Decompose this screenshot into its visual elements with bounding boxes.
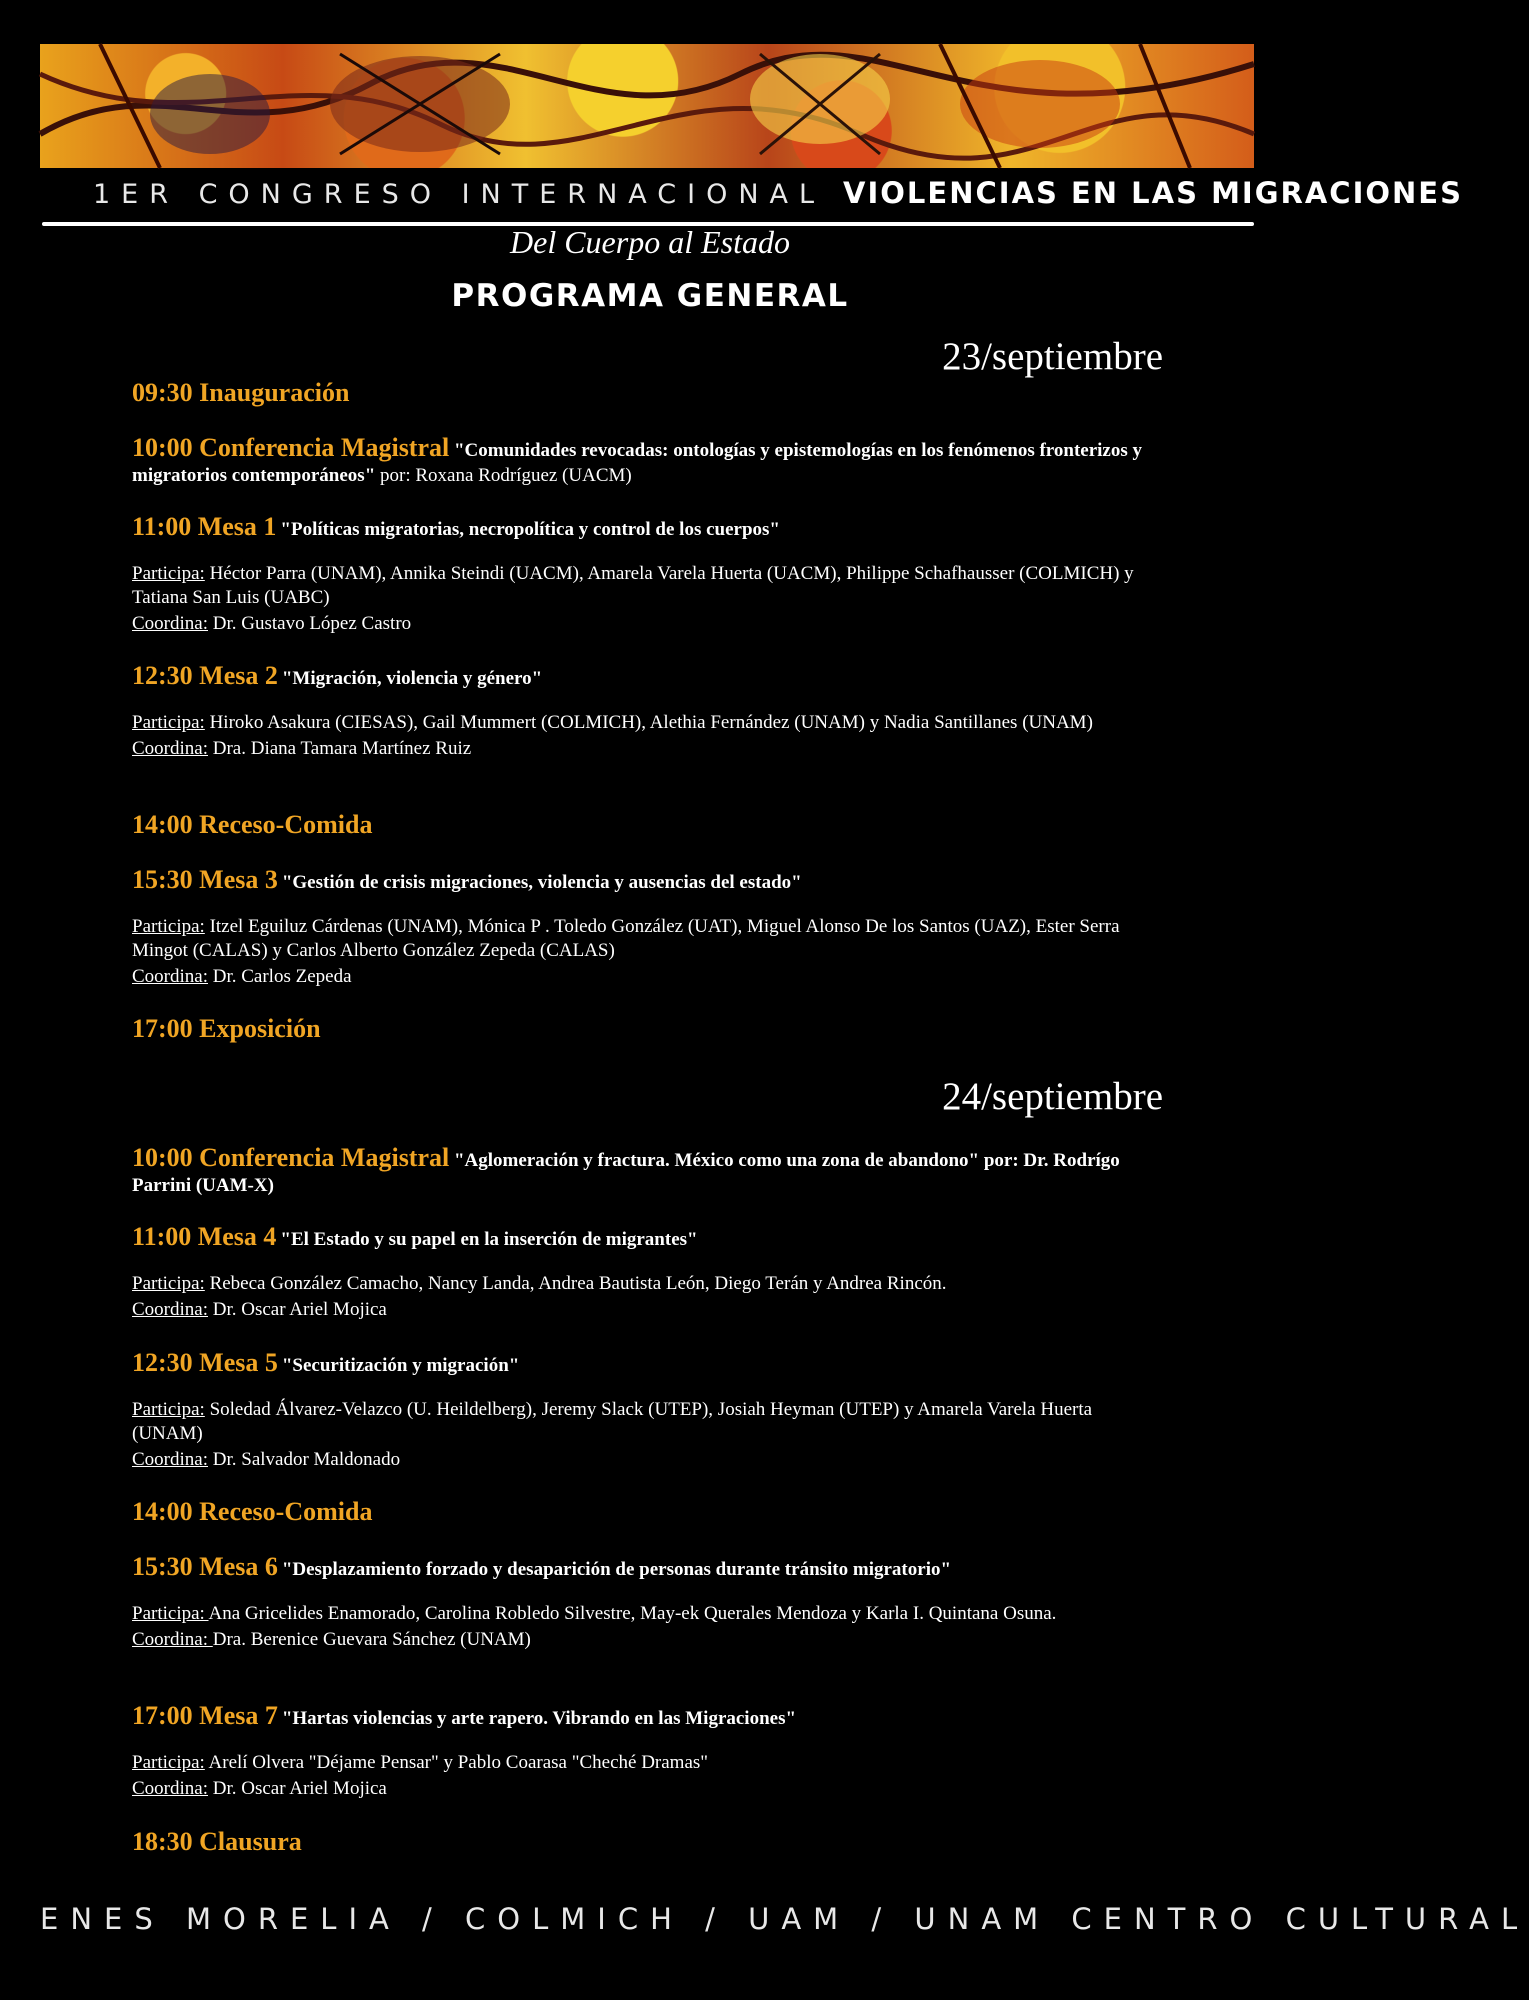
event-description: "Aglomeración y fractura. México como una zona de abandono" por: Dr. Rodrígo Parrini (UAM-X): [132, 1150, 1120, 1196]
event-time-title: 17:00 Exposición: [132, 1014, 321, 1043]
coordina-name: Dr. Carlos Zepeda: [208, 966, 352, 987]
coordina-label: Coordina:: [132, 1778, 208, 1799]
coordina-label: Coordina:: [132, 1449, 208, 1470]
event-description: "Migración, violencia y género": [281, 668, 543, 689]
coordinator: [132, 1777, 1162, 1801]
participa-label: Participa:: [132, 1273, 205, 1294]
event-time-title: 09:30 Inauguración: [132, 378, 350, 407]
coordina-name: Dr. Salvador Maldonado: [208, 1449, 401, 1470]
coordina-label: Coordina:: [132, 966, 208, 987]
participants: [132, 711, 1162, 735]
coordina-name: Dra. Berenice Guevara Sánchez (UNAM): [212, 1629, 531, 1650]
day1-event-mesa1: [132, 512, 1162, 636]
coordina-label: Coordina:: [132, 1299, 208, 1320]
event-time-title: 12:30 Mesa 2: [132, 661, 278, 690]
day2-date: 24/septiembre: [942, 1075, 1163, 1118]
day1-event-inauguracion: [132, 378, 1162, 408]
event-line: [132, 1222, 1162, 1252]
banner-artwork: [40, 44, 1254, 168]
banner-illustration: [40, 44, 1254, 168]
participants: [132, 1602, 1162, 1626]
event-time-title: 17:00 Mesa 7: [132, 1701, 278, 1730]
event-line: [132, 1701, 1162, 1731]
coordinator: [132, 1448, 1162, 1472]
participa-label: Participa:: [132, 563, 205, 584]
event-time-title: 12:30 Mesa 5: [132, 1348, 278, 1377]
congress-subtitle: Del Cuerpo al Estado: [510, 224, 790, 260]
event-line: [132, 865, 1162, 895]
participants: [132, 915, 1162, 963]
participa-label: Participa:: [132, 1399, 205, 1420]
event-line: [132, 1143, 1162, 1198]
event-description: "Gestión de crisis migraciones, violencia y ausencias del estado": [281, 872, 802, 893]
day1-event-mesa2: [132, 661, 1162, 761]
event-line: [132, 433, 1162, 488]
event-description: "Hartas violencias y arte rapero. Vibrando en las Migraciones": [281, 1708, 797, 1729]
event-time-title: 14:00 Receso-Comida: [132, 810, 373, 839]
day1-event-exposicion: [132, 1014, 1162, 1044]
participa-names: Soledad Álvarez-Velazco (U. Heildelberg), Jeremy Slack (UTEP), Josiah Heyman (UTEP) y Amarela Varela Huerta (UNAM): [132, 1399, 1093, 1444]
event-speaker: por: Roxana Rodríguez (UACM): [375, 465, 632, 486]
coordinator: [132, 1628, 1162, 1652]
event-time-title: 10:00 Conferencia Magistral: [132, 433, 450, 462]
participa-names: Arelí Olvera "Déjame Pensar" y Pablo Coarasa "Cheché Dramas": [204, 1752, 709, 1773]
coordina-label: Coordina:: [132, 1629, 213, 1650]
congress-title-line: [93, 176, 1463, 216]
coordina-name: Dr. Oscar Ariel Mojica: [208, 1778, 387, 1799]
participa-names: Hiroko Asakura (CIESAS), Gail Mummert (COLMICH), Alethia Fernández (UNAM) y Nadia Santillanes (UNAM): [204, 712, 1093, 733]
coordina-name: Dra. Diana Tamara Martínez Ruiz: [208, 738, 472, 759]
footer-institutions: ENES MORELIA / COLMICH / UAM / UNAM CENTRO CULTURAL: [40, 1902, 1529, 1936]
participa-label: Participa:: [132, 916, 205, 937]
participa-label: Participa:: [132, 1752, 205, 1773]
day2-event-mesa5: [132, 1348, 1162, 1472]
congress-prefix: 1ER CONGRESO INTERNACIONAL: [93, 179, 826, 210]
congress-title: VIOLENCIAS EN LAS MIGRACIONES: [843, 176, 1463, 210]
participa-names: Héctor Parra (UNAM), Annika Steindi (UACM), Amarela Varela Huerta (UACM), Philippe Schafhausser (COLMICH) y Tatiana San Luis (UABC): [132, 563, 1134, 608]
event-time-title: 15:30 Mesa 6: [132, 1552, 278, 1581]
event-description: "Políticas migratorias, necropolítica y control de los cuerpos": [280, 519, 780, 540]
event-line: [132, 1552, 1162, 1582]
day2-event-clausura: [132, 1827, 1162, 1857]
coordina-name: Dr. Gustavo López Castro: [208, 613, 412, 634]
event-time-title: 10:00 Conferencia Magistral: [132, 1143, 450, 1172]
program-heading: PROGRAMA GENERAL: [451, 278, 849, 314]
event-line: [132, 1348, 1162, 1378]
coordinator: [132, 1298, 1162, 1322]
participants: [132, 1751, 1162, 1775]
event-description: "El Estado y su papel en la inserción de migrantes": [280, 1229, 698, 1250]
coordina-label: Coordina:: [132, 613, 208, 634]
day2-event-mesa4: [132, 1222, 1162, 1322]
coordina-name: Dr. Oscar Ariel Mojica: [208, 1299, 387, 1320]
coordina-label: Coordina:: [132, 738, 208, 759]
event-time-title: 18:30 Clausura: [132, 1827, 302, 1856]
event-description: "Comunidades revocadas: ontologías y epistemologías en los fenómenos fronterizos y migratorios contemporáneos": [132, 440, 1143, 486]
day2-event-mesa6: [132, 1552, 1162, 1652]
participants: [132, 1398, 1162, 1446]
participa-label: Participa:: [132, 1603, 209, 1624]
coordinator: [132, 965, 1162, 989]
event-line: [132, 661, 1162, 691]
participants: [132, 562, 1162, 610]
coordinator: [132, 737, 1162, 761]
coordinator: [132, 612, 1162, 636]
event-description: "Securitización y migración": [281, 1355, 520, 1376]
participa-names: Itzel Eguiluz Cárdenas (UNAM), Mónica P . Toledo González (UAT), Miguel Alonso De los Santos (UAZ), Ester Serra Mingot (CALAS) y Carlos Alberto González Zepeda (CALAS): [132, 916, 1120, 961]
event-time-title: 15:30 Mesa 3: [132, 865, 278, 894]
day1-date: 23/septiembre: [942, 335, 1163, 378]
participa-label: Participa:: [132, 712, 205, 733]
day2-event-conferencia: [132, 1143, 1162, 1198]
day1-event-receso: [132, 810, 1162, 840]
day1-event-mesa3: [132, 865, 1162, 989]
participa-names: Ana Gricelides Enamorado, Carolina Robledo Silvestre, May-ek Querales Mendoza y Karla I. Quintana Osuna.: [208, 1603, 1057, 1624]
event-time-title: 11:00 Mesa 4: [132, 1222, 277, 1251]
participa-names: Rebeca González Camacho, Nancy Landa, Andrea Bautista León, Diego Terán y Andrea Rincón.: [204, 1273, 947, 1294]
day1-event-conferencia: [132, 433, 1162, 488]
event-line: [132, 512, 1162, 542]
event-time-title: 11:00 Mesa 1: [132, 512, 277, 541]
event-time-title: 14:00 Receso-Comida: [132, 1497, 373, 1526]
day2-event-receso: [132, 1497, 1162, 1527]
day2-event-mesa7: [132, 1701, 1162, 1801]
event-description: "Desplazamiento forzado y desaparición de personas durante tránsito migratorio": [281, 1559, 952, 1580]
participants: [132, 1272, 1162, 1296]
